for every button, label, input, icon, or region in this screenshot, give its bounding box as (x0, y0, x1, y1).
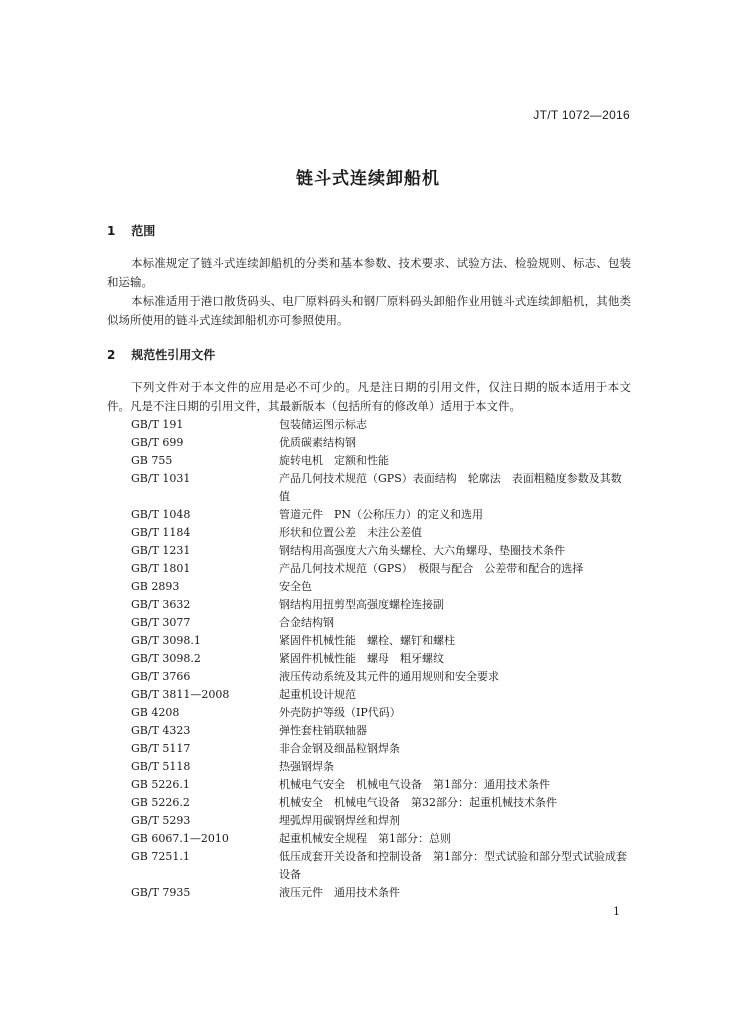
reference-row (131, 632, 631, 650)
reference-row (131, 650, 631, 668)
reference-row (131, 524, 631, 542)
section-2-number: 2 (107, 348, 116, 362)
reference-name: 低压成套开关设备和控制设备 第1部分：型式试验和部分型式试验成套设备 (279, 850, 627, 881)
reference-name: 紧固件机械性能 螺栓、螺钉和螺柱 (279, 634, 455, 647)
reference-row (131, 794, 631, 812)
reference-name: 机械电气安全 机械电气设备 第1部分：通用技术条件 (279, 778, 550, 791)
reference-name: 液压元件 通用技术条件 (279, 886, 400, 899)
reference-code: GB/T 1048 (131, 508, 191, 521)
reference-code: GB/T 191 (131, 418, 184, 431)
reference-row (131, 758, 631, 776)
reference-row (131, 596, 631, 614)
reference-row (131, 686, 631, 704)
reference-row (131, 776, 631, 794)
reference-name: 安全色 (279, 580, 312, 593)
reference-name: 紧固件机械性能 螺母 粗牙螺纹 (279, 652, 444, 665)
reference-row (131, 560, 631, 578)
reference-name: 包装储运图示标志 (279, 418, 367, 431)
reference-row (131, 542, 631, 560)
section-1-number: 1 (107, 224, 116, 238)
reference-name: 钢结构用高强度大六角头螺栓、大六角螺母、垫圈技术条件 (279, 544, 565, 557)
reference-code: GB/T 1801 (131, 562, 191, 575)
reference-row (131, 506, 631, 524)
reference-code: GB/T 3632 (131, 598, 191, 611)
section-1-heading (107, 222, 155, 239)
reference-row (131, 830, 631, 848)
reference-code: GB/T 7935 (131, 886, 191, 899)
reference-row (131, 614, 631, 632)
references-intro: 下列文件对于本文件的应用是必不可少的。凡是注日期的引用文件，仅注日期的版本适用于本文件。凡是不注日期的引用文件，其最新版本（包括所有的修改单）适用于本文件。 (107, 380, 631, 413)
section-1-title: 范围 (131, 224, 156, 238)
reference-name: 起重机械安全规程 第1部分：总则 (279, 832, 451, 845)
reference-code: GB 755 (131, 454, 173, 467)
reference-row (131, 812, 631, 830)
reference-code: GB 2893 (131, 580, 180, 593)
reference-name: 钢结构用扭剪型高强度螺栓连接副 (279, 598, 444, 611)
reference-row (131, 434, 631, 452)
reference-code: GB/T 4323 (131, 724, 191, 737)
reference-row (131, 416, 631, 434)
document-title: 链斗式连续卸船机 (296, 169, 440, 189)
reference-list (131, 416, 631, 902)
reference-name: 外壳防护等级（IP代码） (279, 706, 401, 719)
reference-name: 优质碳素结构钢 (279, 436, 356, 449)
reference-name: 合金结构钢 (279, 616, 334, 629)
scope-paragraph-2: 本标准适用于港口散货码头、电厂原料码头和钢厂原料码头卸船作业用链斗式连续卸船机，其他类似场所使用的链斗式连续卸船机亦可参照使用。 (107, 294, 631, 327)
reference-code: GB 5226.1 (131, 778, 190, 791)
reference-name: 埋弧焊用碳钢焊丝和焊剂 (279, 814, 400, 827)
reference-row (131, 848, 631, 884)
reference-code: GB/T 1184 (131, 526, 191, 539)
reference-code: GB/T 3098.2 (131, 652, 201, 665)
reference-code: GB/T 3811—2008 (131, 688, 230, 701)
page-number: 1 (613, 905, 620, 918)
reference-name: 形状和位置公差 未注公差值 (279, 526, 422, 539)
reference-name: 弹性套柱销联轴器 (279, 724, 367, 737)
reference-code: GB/T 5117 (131, 742, 191, 755)
reference-name: 起重机设计规范 (279, 688, 356, 701)
reference-code: GB 6067.1—2010 (131, 832, 229, 845)
reference-row (131, 884, 631, 902)
reference-code: GB/T 1031 (131, 472, 191, 485)
reference-code: GB 4208 (131, 706, 180, 719)
reference-name: 机械安全 机械电气设备 第32部分：起重机械技术条件 (279, 796, 557, 809)
reference-code: GB/T 3098.1 (131, 634, 201, 647)
standard-number: JT/T 1072—2016 (533, 108, 630, 122)
reference-row (131, 704, 631, 722)
reference-name: 热强钢焊条 (279, 760, 334, 773)
reference-code: GB/T 3077 (131, 616, 191, 629)
reference-code: GB/T 5293 (131, 814, 191, 827)
section-2-title: 规范性引用文件 (131, 348, 216, 362)
reference-code: GB/T 1231 (131, 544, 191, 557)
reference-row (131, 740, 631, 758)
reference-name: 产品几何技术规范（GPS）表面结构 轮廓法 表面粗糙度参数及其数值 (279, 472, 622, 503)
reference-code: GB 7251.1 (131, 850, 190, 863)
reference-code: GB/T 3766 (131, 670, 191, 683)
reference-code: GB 5226.2 (131, 796, 190, 809)
reference-name: 非合金钢及细晶粒钢焊条 (279, 742, 400, 755)
reference-row (131, 470, 631, 506)
reference-code: GB/T 699 (131, 436, 184, 449)
section-2-heading (107, 346, 215, 363)
reference-row (131, 668, 631, 686)
reference-code: GB/T 5118 (131, 760, 191, 773)
reference-name: 旋转电机 定额和性能 (279, 454, 389, 467)
reference-name: 液压传动系统及其元件的通用规则和安全要求 (279, 670, 499, 683)
reference-row (131, 452, 631, 470)
reference-name: 管道元件 PN（公称压力）的定义和选用 (279, 508, 484, 521)
reference-row (131, 578, 631, 596)
scope-paragraph-1: 本标准规定了链斗式连续卸船机的分类和基本参数、技术要求、试验方法、检验规则、标志、包装和运输。 (107, 256, 631, 289)
reference-name: 产品几何技术规范（GPS） 极限与配合 公差带和配合的选择 (279, 562, 584, 575)
reference-row (131, 722, 631, 740)
